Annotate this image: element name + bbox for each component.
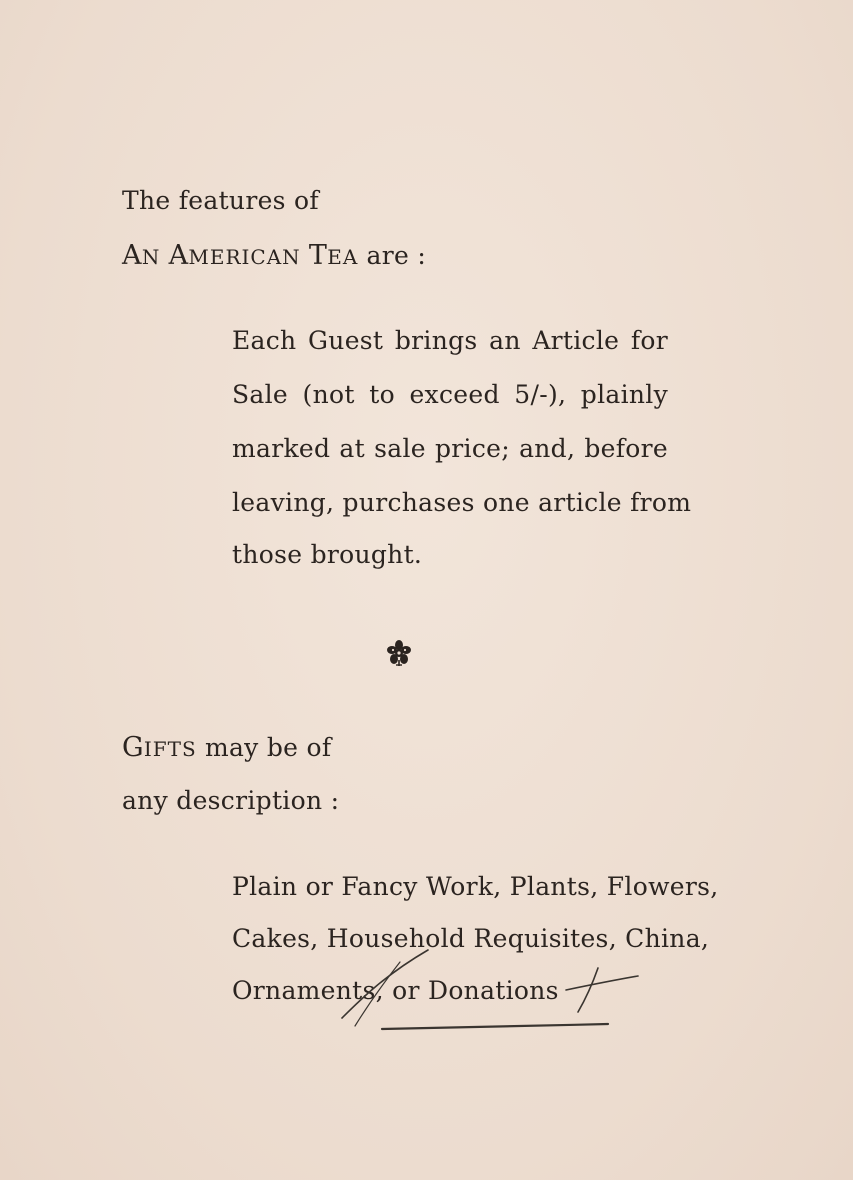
paragraph1-line: marked at sale price; and, before [232, 434, 668, 463]
gifts-heading-line [122, 732, 331, 763]
title-word-an-cap: A [122, 240, 142, 271]
paragraph1-line: Each Guest brings an Article for [232, 326, 668, 355]
paragraph2-line: Cakes, Household Requisites, China, [232, 924, 710, 953]
paragraph1-line: Sale (not to exceed 5/-), plainly [232, 380, 668, 409]
title-word-an-rest: N [141, 245, 161, 269]
paragraph1-line: leaving, purchases one article from [232, 488, 692, 517]
gifts-rest: IFTS [143, 737, 197, 761]
paragraph2-line: Plain or Fancy Work, Plants, Flowers, [232, 872, 719, 901]
paragraph2-last-line: Ornaments, or Donations [232, 976, 559, 1005]
gifts-description-line: any description : [122, 786, 340, 815]
gifts-cap: G [122, 732, 144, 763]
gifts-suffix: may be of [196, 733, 332, 762]
features-heading-line [122, 186, 319, 215]
title-word-american-rest: MERICAN [188, 245, 301, 269]
title-word-american-cap: A [168, 240, 189, 271]
features-intro: The features of [122, 186, 319, 215]
floral-ornament-icon [384, 638, 414, 668]
title-word-tea-cap: T [308, 240, 328, 271]
title-word-tea-rest: EA [327, 245, 359, 269]
paragraph1-line: those brought. [232, 540, 423, 569]
american-tea-title [122, 240, 426, 271]
title-suffix: are : [358, 241, 427, 270]
